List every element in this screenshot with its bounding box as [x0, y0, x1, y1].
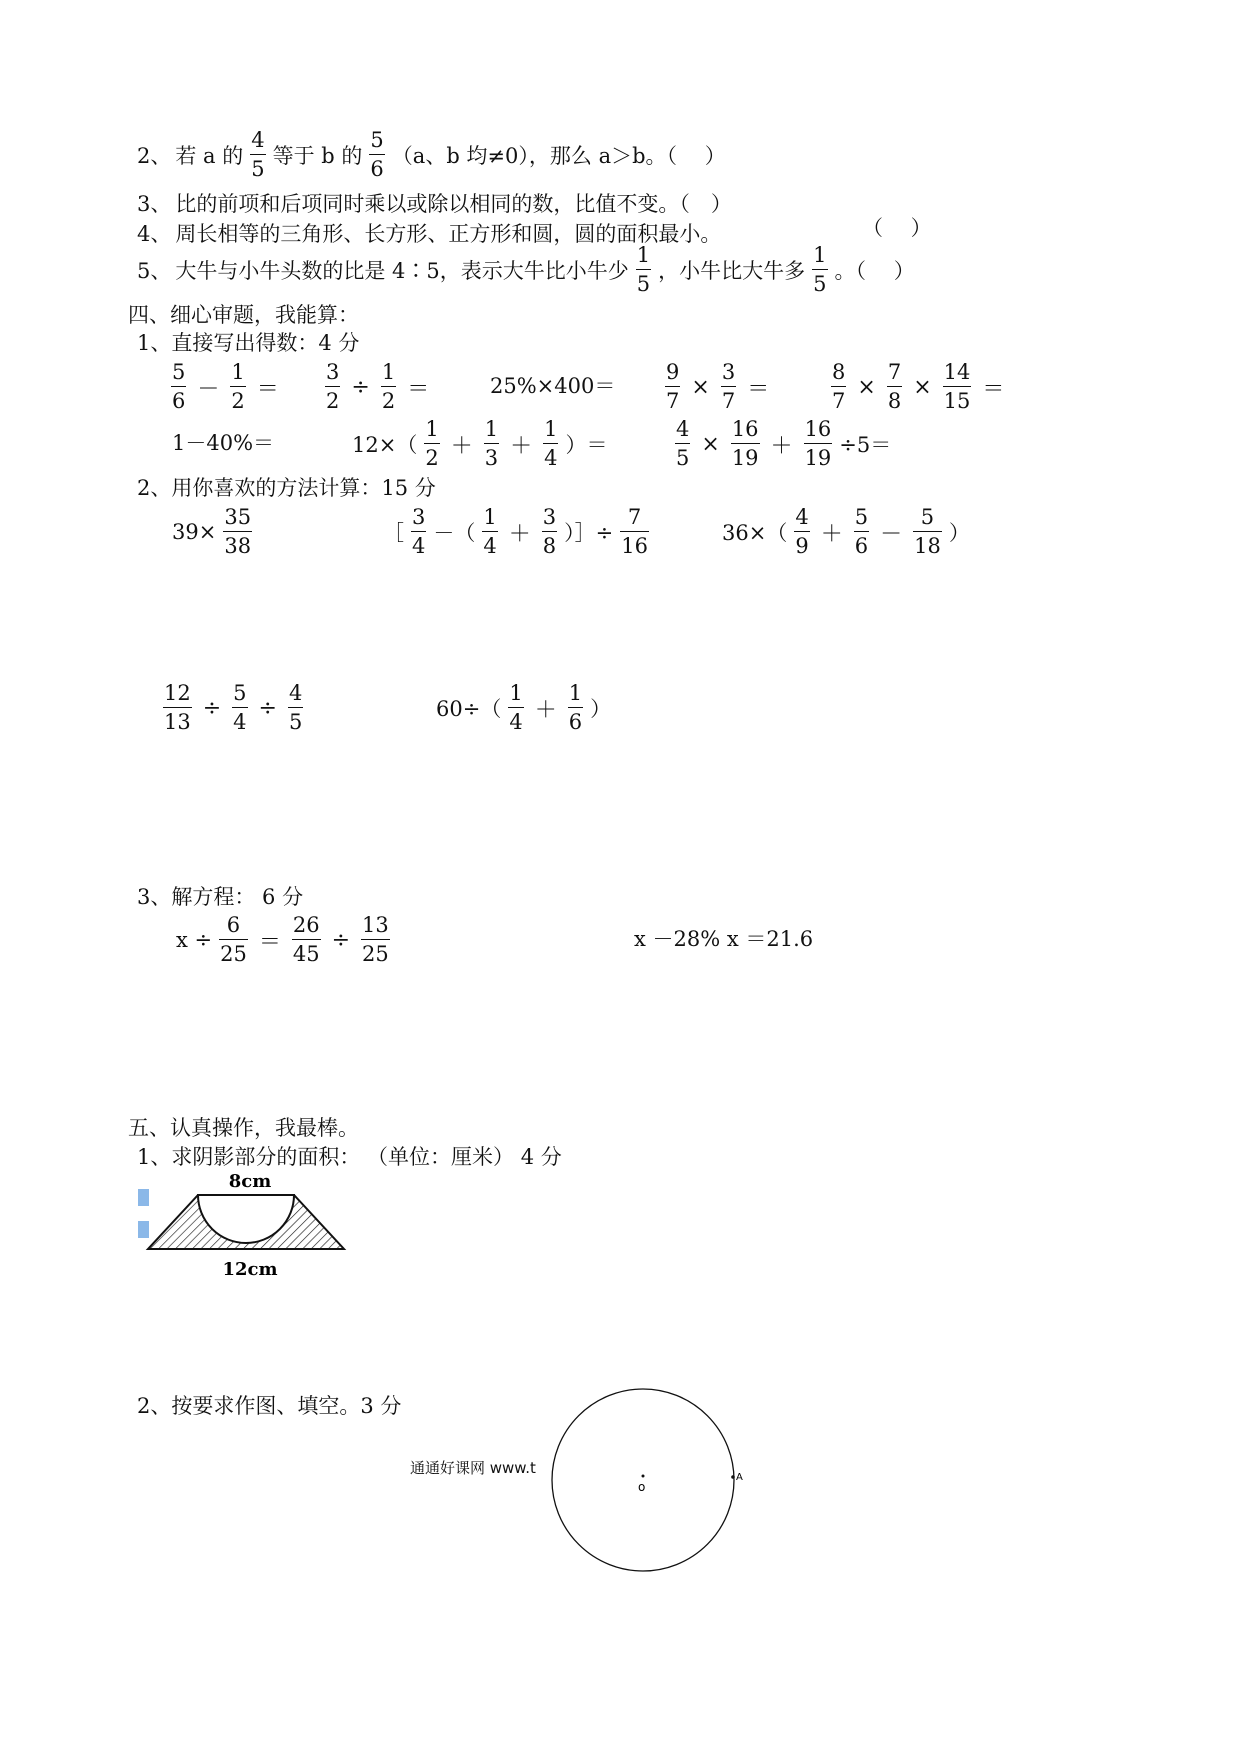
fraction [171, 362, 186, 412]
center-label: o [638, 1480, 646, 1494]
calc-c5: 60÷（ $\frac{1}{4}$ ＋ $\frac{1}{6}$ ） [436, 681, 612, 734]
calc-c5-lead: 60÷（ [436, 697, 502, 721]
numerator: 1 [813, 243, 827, 267]
q2-number: 2、 [137, 144, 172, 168]
fraction [232, 683, 247, 733]
section4-title: 四、细心审题，我能算： [128, 303, 359, 327]
denominator: 3 [484, 446, 499, 470]
denominator: 7 [721, 389, 736, 413]
fraction [887, 362, 902, 412]
calc-e5: $\frac{8}{7}$ × $\frac{7}{8}$ × $\frac{14}{15}$ ＝ [832, 360, 1005, 413]
denominator: 6 [568, 710, 583, 734]
denominator: 5 [813, 272, 827, 296]
equation-2: x －28% x ＝21.6 [634, 927, 814, 951]
fraction [223, 507, 252, 557]
section5-title: 五、认真操作，我最棒。 [128, 1116, 359, 1140]
denominator: 2 [381, 389, 396, 413]
denominator: 7 [832, 389, 846, 413]
numerator: 3 [412, 505, 426, 529]
judge-q2 [137, 130, 726, 180]
denominator: 4 [509, 710, 523, 734]
section4-sub1: 1、直接写出得数：4 分 [137, 331, 360, 355]
numerator: 3 [721, 360, 736, 384]
denominator: 4 [233, 710, 247, 734]
numerator: 1 [425, 417, 439, 441]
numerator: 1 [544, 417, 558, 441]
fraction [831, 362, 846, 412]
denominator: 5 [676, 446, 690, 470]
numerator: 5 [370, 128, 384, 152]
fraction [361, 915, 390, 965]
section5-sub2: 2、按要求作图、填空。3 分 [137, 1394, 402, 1418]
calc-e4: $\frac{9}{7}$ × $\frac{3}{7}$ ＝ [666, 360, 770, 413]
q3-number: 3、 [137, 192, 172, 216]
denominator: 5 [251, 157, 265, 181]
equation-1: x ÷ $\frac{6}{25}$ ＝ $\frac{26}{45}$ ÷ $\frac{13}{25}$ [176, 913, 389, 966]
numerator: 5 [920, 505, 935, 529]
numerator: 3 [542, 505, 557, 529]
fraction [731, 419, 760, 469]
numerator: 5 [233, 681, 247, 705]
fraction [508, 683, 523, 733]
denominator: 45 [292, 942, 320, 966]
calc-c3-tail: ） [948, 521, 970, 545]
calc-c5-tail: ） [590, 697, 612, 721]
fraction [411, 507, 426, 557]
q5-number: 5、 [137, 259, 172, 283]
denominator: 6 [370, 157, 384, 181]
center-point [642, 1475, 645, 1478]
fraction [381, 362, 396, 412]
calc-e7: 12×（ $\frac{1}{2}$ ＋ $\frac{1}{3}$ ＋ $\frac{1}{4}$ ）＝ [352, 417, 608, 470]
denominator: 6 [854, 534, 869, 558]
fraction [943, 362, 972, 412]
numerator: 5 [854, 505, 869, 529]
fraction [482, 507, 497, 557]
fraction [484, 419, 499, 469]
section4-sub3: 3、解方程： 6 分 [137, 885, 304, 909]
calc-c3-lead: 36×（ [722, 521, 788, 545]
calc-c2-lead: ［ [383, 521, 404, 545]
fraction [424, 419, 439, 469]
denominator: 19 [731, 446, 759, 470]
denominator: 4 [483, 534, 497, 558]
q4-number: 4、 [137, 222, 172, 246]
denominator: 2 [425, 446, 439, 470]
numerator: 8 [832, 360, 846, 384]
q5-text-2: ，小牛比大牛多 [658, 259, 806, 283]
fraction [219, 915, 248, 965]
denominator: 13 [164, 710, 191, 734]
numerator: 16 [804, 417, 832, 441]
fraction [568, 683, 583, 733]
section5-sub1: 1、求阴影部分的面积： （单位：厘米） 4 分 [137, 1145, 562, 1169]
judge-q4 [137, 218, 721, 248]
watermark-text: 通通好课网 www.t [410, 1459, 536, 1477]
denominator: 19 [804, 446, 832, 470]
numerator: 1 [483, 505, 497, 529]
numerator: 1 [509, 681, 523, 705]
denominator: 25 [220, 942, 247, 966]
judge-q5 [137, 245, 915, 295]
calc-e2: $\frac{3}{2}$ ÷ $\frac{1}{2}$ ＝ [326, 360, 430, 413]
q5-fraction-2 [812, 245, 827, 295]
numerator: 14 [943, 360, 971, 384]
denominator: 5 [636, 272, 651, 296]
q4-text: 周长相等的三角形、长方形、正方形和圆，圆的面积最小。 [175, 222, 722, 246]
numerator: 7 [627, 505, 642, 529]
calc-e8-tail: ÷5＝ [839, 433, 892, 457]
denominator: 4 [412, 534, 426, 558]
numerator: 9 [666, 360, 680, 384]
point-a [731, 1475, 735, 1479]
fraction [288, 683, 303, 733]
top-length-label: 8cm [228, 1171, 272, 1192]
calc-c1 [172, 507, 255, 557]
fraction [794, 507, 809, 557]
denominator: 9 [795, 534, 809, 558]
fraction [620, 507, 649, 557]
denominator: 18 [914, 534, 941, 558]
numerator: 4 [795, 505, 809, 529]
calc-c1-lead: 39× [172, 520, 217, 544]
fraction [543, 419, 558, 469]
numerator: 1 [231, 360, 245, 384]
numerator: 4 [288, 681, 303, 705]
fraction [721, 362, 736, 412]
fraction [325, 362, 340, 412]
denominator: 8 [887, 389, 902, 413]
fraction [854, 507, 869, 557]
denominator: 8 [542, 534, 557, 558]
equation-1-lead: x ÷ [176, 928, 213, 952]
denominator: 2 [326, 389, 340, 413]
denominator: 25 [362, 942, 389, 966]
numerator: 4 [251, 128, 265, 152]
denominator: 15 [943, 389, 971, 413]
denominator: 7 [666, 389, 680, 413]
calc-c3: 36×（ $\frac{4}{9}$ ＋ $\frac{5}{6}$ － $\frac{5}{18}$ ） [722, 505, 970, 558]
calc-e6: 1－40%＝ [172, 431, 275, 455]
numerator: 13 [362, 913, 389, 937]
judge-q3 [137, 188, 732, 218]
numerator: 4 [676, 417, 690, 441]
fraction [913, 507, 942, 557]
numerator: 1 [636, 243, 651, 267]
fraction [230, 362, 245, 412]
q5-fraction-1 [636, 245, 651, 295]
q4-answer-paren: （ ） [862, 216, 932, 240]
calc-e8: $\frac{4}{5}$ × $\frac{16}{19}$ ＋ $\frac{16}{19}$ ÷5＝ [676, 417, 892, 470]
numerator: 1 [381, 360, 396, 384]
calc-c2: ［ $\frac{3}{4}$ －（ $\frac{1}{4}$ ＋ $\frac{3}{8}$ ）］÷ $\frac{7}{16}$ [383, 505, 648, 558]
q2-fraction-1 [250, 130, 265, 180]
q2-text-3: （a、b 均≠0），那么 a＞b。（ ） [391, 144, 726, 168]
numerator: 12 [164, 681, 191, 705]
q3-text: 比的前项和后项同时乘以或除以相同的数，比值不变。（ ） [175, 192, 732, 216]
fraction [163, 683, 192, 733]
numerator: 1 [568, 681, 583, 705]
fraction [665, 362, 680, 412]
calc-e7-tail: ）＝ [565, 433, 608, 457]
point-a-label: A [736, 1472, 743, 1483]
fraction [292, 915, 321, 965]
q2-text-2: 等于 b 的 [272, 144, 363, 168]
q5-text-3: 。（ ） [834, 259, 915, 283]
calc-c4: $\frac{12}{13}$ ÷ $\frac{5}{4}$ ÷ $\frac{4}{5}$ [164, 681, 303, 734]
denominator: 38 [224, 534, 252, 558]
denominator: 2 [231, 389, 245, 413]
circle-figure [545, 1380, 755, 1580]
fraction [542, 507, 557, 557]
shaded-area-figure [140, 1165, 360, 1285]
fraction [804, 419, 833, 469]
denominator: 6 [172, 389, 186, 413]
numerator: 16 [731, 417, 759, 441]
section4-sub2: 2、用你喜欢的方法计算：15 分 [137, 476, 436, 500]
numerator: 5 [172, 360, 186, 384]
numerator: 26 [292, 913, 320, 937]
denominator: 5 [288, 710, 303, 734]
numerator: 35 [224, 505, 252, 529]
numerator: 1 [484, 417, 499, 441]
numerator: 7 [887, 360, 902, 384]
q2-text-1: 若 a 的 [175, 144, 244, 168]
denominator: 16 [621, 534, 648, 558]
calc-e3: 25%×400＝ [490, 374, 616, 398]
calc-c2-mid: －（ [433, 521, 476, 545]
fraction [675, 419, 690, 469]
numerator: 3 [326, 360, 340, 384]
q5-text-1: 大牛与小牛头数的比是 4∶5，表示大牛比小牛少 [175, 259, 629, 283]
calc-e7-lead: 12×（ [352, 433, 418, 457]
numerator: 6 [226, 913, 241, 937]
q2-fraction-2 [369, 130, 384, 180]
calc-e1: $\frac{5}{6}$ － $\frac{1}{2}$ ＝ [172, 360, 279, 413]
bottom-length-label: 12cm [222, 1259, 278, 1280]
calc-c2-tail: ）］÷ [564, 521, 614, 545]
denominator: 4 [544, 446, 558, 470]
